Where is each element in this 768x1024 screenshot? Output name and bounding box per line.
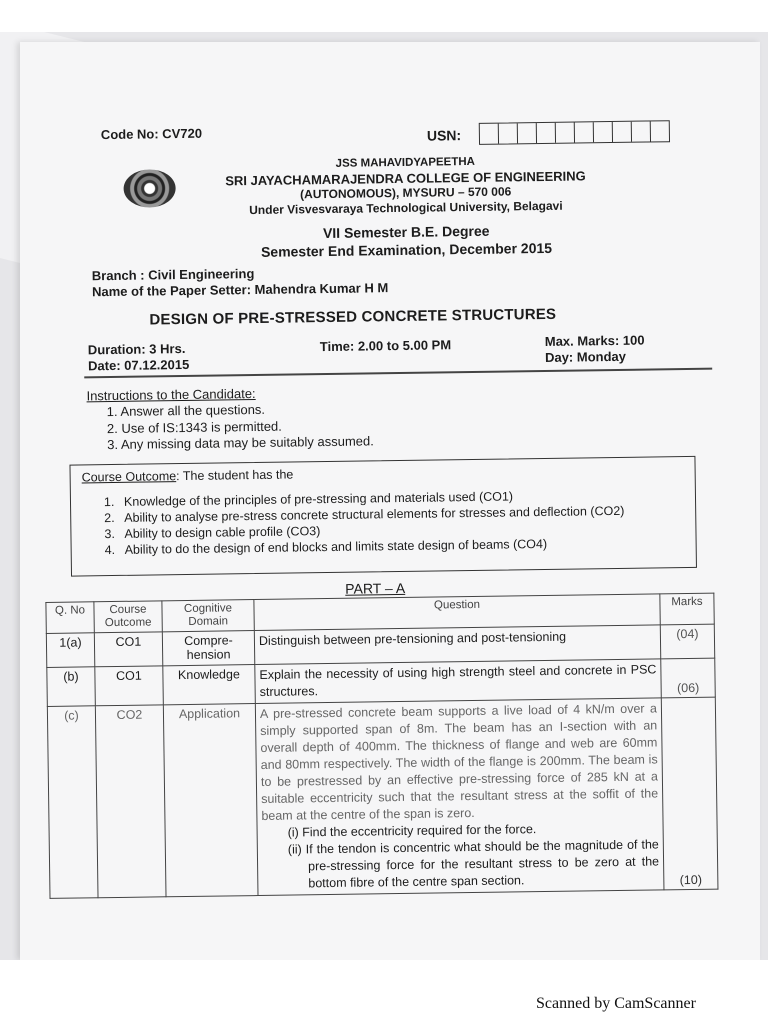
co-cell: CO1: [95, 666, 164, 706]
max-marks: Max. Marks: 100: [544, 332, 645, 349]
co-cell: CO1: [94, 632, 162, 667]
question-cell: Distinguish between pre-tensioning and post-tensioning: [254, 625, 660, 665]
duration: Duration: 3 Hrs.: [87, 340, 186, 358]
instruction-item: 1. Answer all the questions.: [106, 401, 266, 420]
co-cell: CO2: [95, 705, 166, 898]
institution-line-4: Under Visvesvaraya Technological University, Belagavi: [249, 198, 563, 218]
qno-cell: (c): [47, 706, 98, 899]
co-text: Ability to design cable profile (CO3): [124, 524, 321, 541]
header-qno: Q. No: [46, 602, 94, 634]
co-text: Ability to do the design of end blocks and limits state design of beams (CO4): [124, 536, 548, 557]
header-marks: Marks: [660, 593, 714, 625]
usn-box: [480, 124, 499, 144]
header-course-outcome: Course Outcome: [94, 601, 162, 633]
usn-box: [556, 123, 575, 143]
header-cognitive-domain: Cognitive Domain: [162, 600, 254, 632]
usn-box: [594, 122, 613, 142]
usn-label: USN:: [426, 127, 462, 144]
usn-box: [499, 123, 518, 143]
course-outcome-label: Course Outcome: [81, 469, 177, 485]
usn-box: [632, 121, 651, 141]
qno-cell: 1(a): [46, 633, 94, 668]
domain-cell: Application: [163, 704, 258, 897]
table-row: [47, 697, 718, 898]
sub-question: (ii) If the tendon is concentric what should be the magnitude of the pre-stressing force for the resultant stress to be zero at the bottom fibre of the centre span section.: [287, 837, 660, 891]
usn-box: [537, 123, 556, 143]
co-number: 2.: [104, 510, 115, 526]
instructions-title: Instructions to the Candidate:: [86, 386, 256, 404]
question-table: [45, 593, 718, 899]
usn-box: [651, 121, 669, 141]
usn-boxes: [479, 120, 670, 145]
co-number: 4.: [104, 542, 116, 558]
domain-cell: Compre-hension: [162, 631, 254, 666]
co-text: Ability to analyse pre-stress concrete structural elements for stresses and deflection (CO2): [124, 503, 625, 525]
usn-box: [613, 122, 632, 142]
institution-line-1: JSS MAHAVIDYAPEETHA: [335, 155, 476, 170]
course-outcome-list: [104, 486, 693, 558]
semester-line: VII Semester B.E. Degree: [322, 222, 490, 242]
exam-date: Date: 07.12.2015: [87, 356, 190, 374]
institution-line-3: (AUTONOMOUS), MYSURU – 570 006: [300, 184, 512, 202]
branch: Branch : Civil Engineering: [91, 266, 255, 284]
part-a-title: PART – A: [345, 579, 406, 597]
marks-cell: (06): [661, 658, 716, 698]
question-cell: [255, 698, 664, 896]
domain-cell: Knowledge: [163, 665, 256, 705]
exam-time: Time: 2.00 to 5.00 PM: [319, 337, 452, 355]
paper-setter: Name of the Paper Setter: Mahendra Kumar H M: [91, 280, 389, 300]
usn-box: [518, 123, 537, 143]
co-number: 3.: [104, 526, 115, 542]
marks-cell: (04): [660, 624, 714, 659]
institution-line-2: SRI JAYACHAMARAJENDRA COLLEGE OF ENGINEERING: [225, 168, 586, 189]
instruction-item: 2. Use of IS:1343 is permitted.: [106, 418, 282, 436]
usn-box: [575, 122, 594, 142]
instruction-item: 3. Any missing data may be suitably assumed.: [107, 433, 374, 453]
course-outcome-title: [82, 467, 294, 484]
exam-day: Day: Monday: [544, 348, 627, 365]
qno-cell: (b): [47, 667, 96, 707]
code-number: Code No: CV720: [100, 125, 203, 143]
co-text: Knowledge of the principles of pre-stressing and materials used (CO1): [123, 489, 514, 509]
marks-cell: (10): [661, 697, 718, 890]
instructions-list: [107, 400, 374, 453]
header-question: Question: [254, 594, 660, 631]
sub-question: (i) Find the eccentricity required for the force.: [287, 822, 537, 840]
question-text: A pre-stressed concrete beam supports a live load of 4 kN/m over a simply supported span of 8m. The beam has an I-section with an overall depth of 400mm. The thickness of flange and web are 60mm and 80mm respectively. The width of the flange is 200mm. The beam is to be prestressed by an effective pre-stressing force of 285 kN at a suitable eccentricity such that the resultant stress at the soffit of the beam at the centre of the span is zero.: [259, 701, 659, 823]
paper-title: DESIGN OF PRE-STRESSED CONCRETE STRUCTURES: [149, 305, 557, 329]
question-cell: Explain the necessity of using high strength steel and concrete in PSC structures.: [255, 659, 662, 704]
course-outcome-intro: : The student has the: [176, 467, 294, 484]
co-number: 1.: [103, 494, 115, 510]
scanner-watermark: Scanned by CamScanner: [536, 995, 696, 1012]
exam-title: Semester End Examination, December 2015: [260, 239, 553, 260]
